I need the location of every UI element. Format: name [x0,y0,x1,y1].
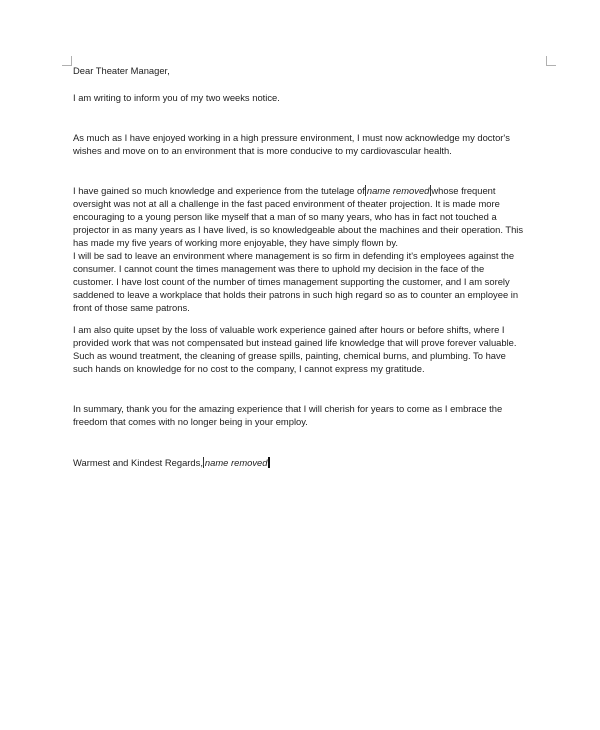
right-margin-marker [546,56,556,66]
paragraph-2-line-9: saddened to leave a workplace that holds their patrons in such high regard so as to counter an employee in [73,289,519,300]
intro-line: I am writing to inform you of my two weeks notice. [73,92,280,103]
left-margin-marker [62,56,72,66]
paragraph-4-line-1: In summary, thank you for the amazing experience that I will cherish for years to come as I embrace the [73,403,503,414]
paragraph-2-line-8: customer. I have lost count of the number of times management supporting the customer, and I am sorely [73,276,510,287]
paragraph-2-line-2: oversight was not at all a challenge in the fast paced environment of theater projection. It is made more [73,198,500,209]
paragraph-2-line-1 [73,185,496,197]
paragraph-3-line-3: Such as wound treatment, the cleaning of grease spills, painting, chemical burns, and plumbing. To have [73,350,506,361]
paragraph-3-line-4: such hands on knowledge for no cost to the company, I cannot express my gratitude. [73,363,425,374]
paragraph-2-line-5: has made my five years of working more enjoyable, they have simply flown by. [73,237,398,248]
paragraph-2-line-3: encouraging to a young person like myself that a man of so many years, who has in fact not touched a [73,211,497,222]
paragraph-2-line-10: front of those same patrons. [73,302,190,313]
name-removed-placeholder[interactable]: name removed [366,185,430,196]
paragraph-2-line-7: consumer. I cannot count the times management was there to uphold my decision in the face of the [73,263,485,274]
salutation: Dear Theater Manager, [73,65,170,76]
paragraph-4-line-2: freedom that comes with no longer being in your employ. [73,416,308,427]
paragraph-2-text-after: whose frequent [431,185,496,196]
paragraph-1-line-1: As much as I have enjoyed working in a high pressure environment, I must now acknowledge my doctor's [73,132,510,143]
paragraph-1-line-2: wishes and move on to an environment that is more conducive to my cardiovascular health. [73,145,452,156]
paragraph-3-line-1: I am also quite upset by the loss of valuable work experience gained after hours or before shifts, where I [73,324,505,335]
paragraph-2-line-6: I will be sad to leave an environment where management is so firm in defending it's employees against the [73,250,515,261]
paragraph-3-line-2: provided work that was not compensated but instead gained life knowledge that will prove forever valuable. [73,337,517,348]
closing-line [73,457,270,469]
closing-name-placeholder[interactable]: name removed [203,457,271,468]
paragraph-2-text-before: I have gained so much knowledge and experience from the tutelage of [73,185,365,196]
paragraph-2-line-4: projector in as many years as I have lived, is so knowledgeable about the machines and their operation. This [73,224,524,235]
closing-text: Warmest and Kindest Regards, [73,457,203,468]
